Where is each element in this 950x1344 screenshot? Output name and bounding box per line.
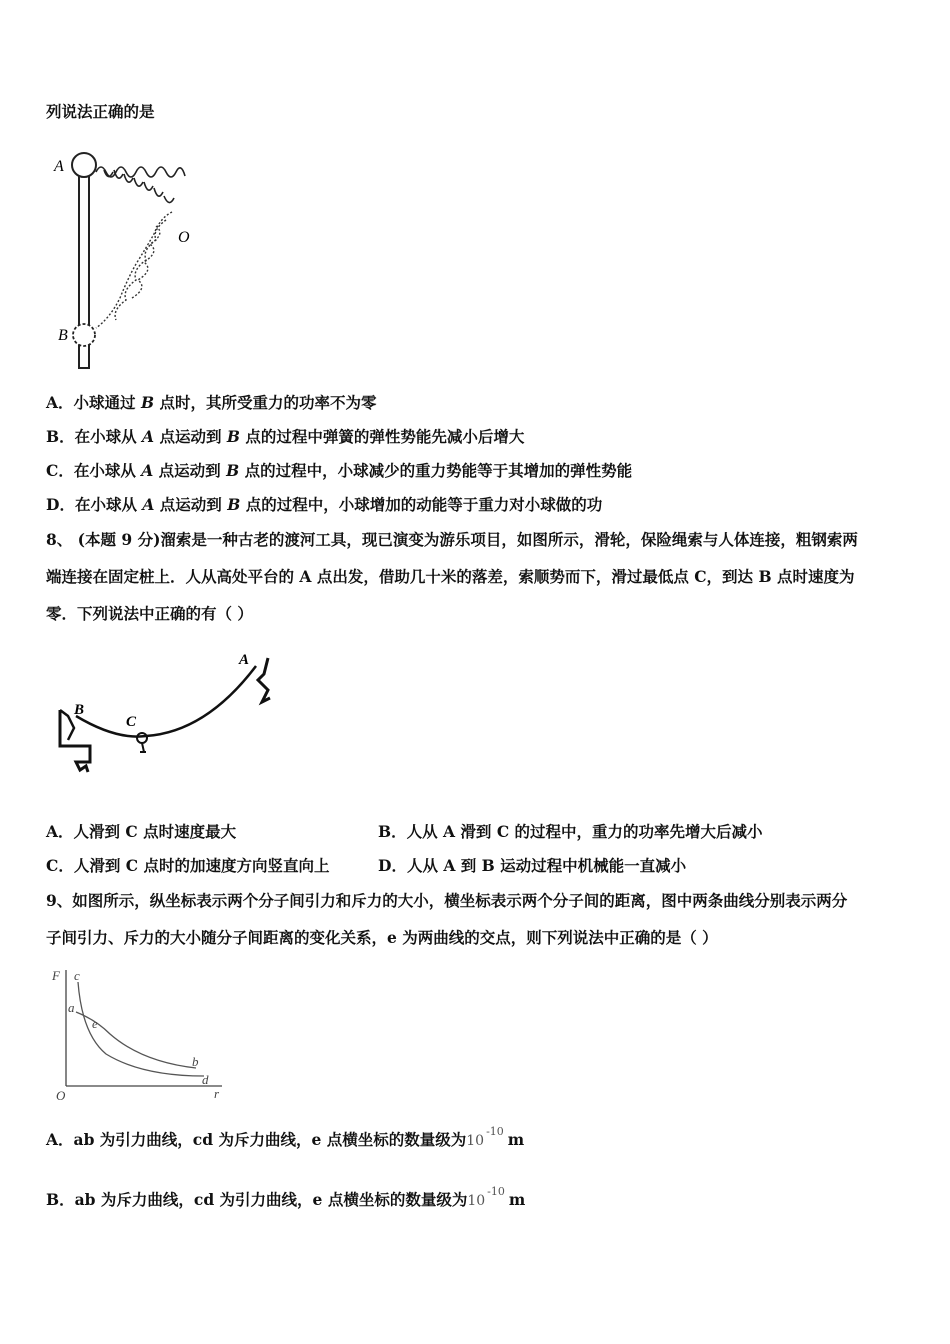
- label-b: B: [58, 327, 68, 344]
- person: [140, 743, 146, 752]
- q8-figure: [46, 644, 296, 789]
- q8-options-row2: [46, 856, 906, 876]
- label-r: r: [214, 1086, 220, 1101]
- q8-option-b: B．人从 A 滑到 C 的过程中，重力的功率先增大后减小: [378, 822, 763, 841]
- q8-stem-line2: 端连接在固定桩上．人从高处平台的 A 点出发，借助几十米的落差，索顺势而下，滑过最低点 C，到达 B 点时速度为: [46, 567, 855, 586]
- label-a: A: [239, 652, 250, 668]
- q8-stem-line1: 8、 (本题 9 分)溜索是一种古老的渡河工具，现已演变为游乐项目，如图所示，滑轮，保险绳索与人体连接，粗钢索两: [46, 530, 858, 549]
- label-f: F: [52, 968, 60, 983]
- q8-option-c: C．人滑到 C 点时的加速度方向竖直向上: [46, 856, 330, 875]
- post-a: [258, 658, 270, 702]
- label-a: A: [54, 158, 64, 175]
- q9-option-b: B．ab 为斥力曲线，cd 为引力曲线，e 点横坐标的数量级为$10^{-10}$ m: [46, 1185, 526, 1209]
- label-d: d: [202, 1072, 209, 1087]
- cable: [76, 666, 256, 737]
- label-c: c: [74, 968, 80, 983]
- q7-option-c: C．在小球从 A 点运动到 B 点的过程中，小球减少的重力势能等于其增加的弹性势能: [46, 461, 633, 480]
- q7-option-a: A．小球通过 B 点时，其所受重力的功率不为零: [46, 393, 377, 412]
- q9-figure: [46, 964, 236, 1109]
- q9-option-a: A．ab 为引力曲线，cd 为斥力曲线，e 点横坐标的数量级为$10^{-10}$ m: [46, 1125, 525, 1149]
- label-c: C: [126, 714, 137, 730]
- label-a: a: [68, 1000, 75, 1015]
- spring-dashed: [96, 212, 172, 328]
- q7-option-b: B．在小球从 A 点运动到 B 点的过程中弹簧的弹性势能先减小后增大: [46, 427, 525, 446]
- label-e: e: [92, 1016, 98, 1031]
- q7-figure: [46, 140, 206, 372]
- label-b: b: [192, 1054, 199, 1069]
- ball-a: [72, 153, 96, 177]
- q8-stem-line3: 零．下列说法中正确的有（ ）: [46, 604, 253, 623]
- spring-top: [96, 167, 185, 203]
- ball-b: [73, 324, 95, 346]
- label-o: O: [56, 1088, 66, 1103]
- q8-option-d: D．人从 A 到 B 运动过程中机械能一直减小: [378, 856, 687, 875]
- q9-stem-line1: 9、如图所示，纵坐标表示两个分子间引力和斥力的大小，横坐标表示两个分子间的距离，图中两条曲线分别表示两分: [46, 891, 848, 910]
- pulley: [137, 733, 147, 743]
- q8-option-a: A．人滑到 C 点时速度最大: [46, 822, 237, 841]
- q7-option-d: D．在小球从 A 点运动到 B 点的过程中，小球增加的动能等于重力对小球做的功: [46, 495, 603, 514]
- q7-stem-tail: 列说法正确的是: [46, 102, 155, 121]
- q8-options-row1: [46, 822, 906, 842]
- label-b: B: [74, 702, 85, 718]
- label-o: O: [178, 229, 190, 246]
- post-b: [60, 710, 90, 772]
- q9-stem-line2: 子间引力、斥力的大小随分子间距离的变化关系，e 为两曲线的交点，则下列说法中正确的是（ ）: [46, 928, 718, 947]
